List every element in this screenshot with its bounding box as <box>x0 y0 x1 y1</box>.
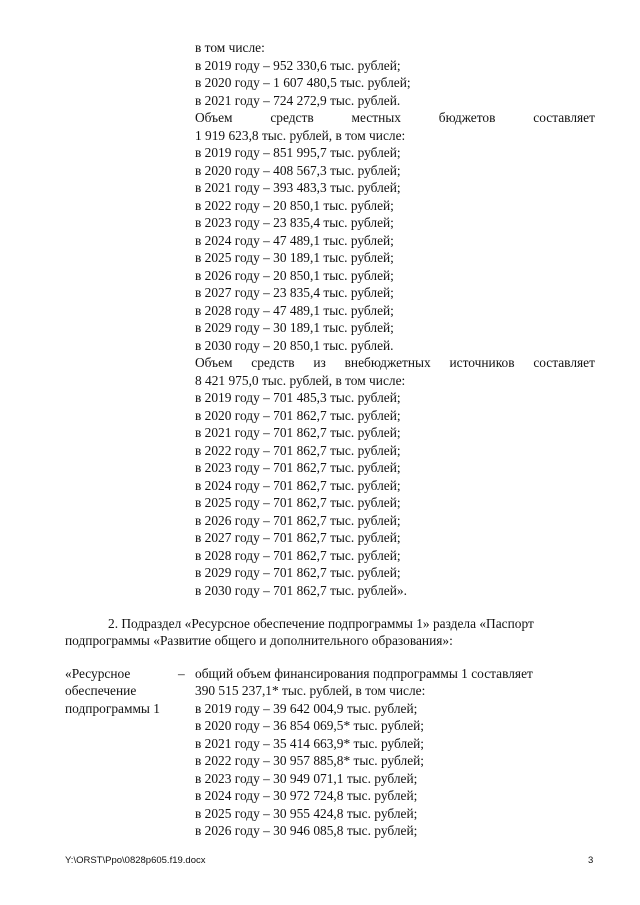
text-line: в 2024 году – 30 972 724,8 тыс. рублей; <box>195 788 418 803</box>
text-line: в 2026 году – 20 850,1 тыс. рублей; <box>195 268 394 283</box>
text-line: в 2029 году – 701 862,7 тыс. рублей; <box>195 565 401 580</box>
resource-heading-text: общий объем финансирования подпрограммы 1 составляет <box>195 666 533 681</box>
word: внебюджетных <box>344 355 431 370</box>
dash-separator: – <box>178 666 185 681</box>
text-line: в 2020 году – 1 607 480,5 тыс. рублей; <box>195 75 411 90</box>
section-2-paragraph: 2. Подраздел «Ресурсное обеспечение подпрограммы 1» раздела «Паспорт <box>108 616 534 631</box>
resource-heading <box>195 665 595 682</box>
text-line: в 2023 году – 701 862,7 тыс. рублей; <box>195 460 401 475</box>
text-line: в 2019 году – 851 995,7 тыс. рублей; <box>195 145 401 160</box>
resource-label: «Ресурсное <box>65 666 131 681</box>
text-line: в 2020 году – 36 854 069,5* тыс. рублей; <box>195 718 425 733</box>
section-2-paragraph-cont: подпрограммы «Развитие общего и дополнительного образования»: <box>65 633 453 648</box>
text-line: в 2029 году – 30 189,1 тыс. рублей; <box>195 320 394 335</box>
text-line: в 2024 году – 47 489,1 тыс. рублей; <box>195 233 394 248</box>
text-line: в 2019 году – 701 485,3 тыс. рублей; <box>195 390 401 405</box>
text-line: в 2022 году – 30 957 885,8* тыс. рублей; <box>195 753 425 768</box>
text-line: в том числе: <box>195 40 265 55</box>
local-budget-heading <box>195 109 595 126</box>
text-line: в 2030 году – 20 850,1 тыс. рублей. <box>195 338 394 353</box>
text-line: в 2021 году – 35 414 663,9* тыс. рублей; <box>195 736 425 751</box>
text-line: в 2021 году – 701 862,7 тыс. рублей; <box>195 425 401 440</box>
text-line: в 2025 году – 30 955 424,8 тыс. рублей; <box>195 806 418 821</box>
text-line: в 2024 году – 701 862,7 тыс. рублей; <box>195 478 401 493</box>
word: местных <box>351 110 401 125</box>
extra-budget-heading <box>195 354 595 371</box>
word: средств <box>270 110 314 125</box>
word: бюджетов <box>438 110 496 125</box>
text-line: в 2020 году – 701 862,7 тыс. рублей; <box>195 408 401 423</box>
text-line: в 2025 году – 701 862,7 тыс. рублей; <box>195 495 401 510</box>
text-line: в 2030 году – 701 862,7 тыс. рублей». <box>195 583 407 598</box>
footer-file-path: Y:\ORST\Ppo\0828p605.f19.docx <box>65 855 206 866</box>
extra-budget-total: 8 421 975,0 тыс. рублей, в том числе: <box>195 373 406 388</box>
text-line: в 2026 году – 701 862,7 тыс. рублей; <box>195 513 401 528</box>
text-line: в 2022 году – 20 850,1 тыс. рублей; <box>195 198 394 213</box>
word: Объем <box>195 110 233 125</box>
text-line: в 2019 году – 39 642 004,9 тыс. рублей; <box>195 701 418 716</box>
word: составляет <box>533 110 595 125</box>
text-line: в 2023 году – 30 949 071,1 тыс. рублей; <box>195 771 418 786</box>
word: составляет <box>533 355 595 370</box>
text-line: в 2021 году – 724 272,9 тыс. рублей. <box>195 93 401 108</box>
text-line: в 2022 году – 701 862,7 тыс. рублей; <box>195 443 401 458</box>
resource-label: обеспечение <box>65 683 137 698</box>
word: средств <box>251 355 295 370</box>
word: Объем <box>195 355 233 370</box>
page-number: 3 <box>588 855 594 866</box>
text-line: в 2028 году – 701 862,7 тыс. рублей; <box>195 548 401 563</box>
text-line: в 2025 году – 30 189,1 тыс. рублей; <box>195 250 394 265</box>
text-line: в 2028 году – 47 489,1 тыс. рублей; <box>195 303 394 318</box>
text-line: в 2021 году – 393 483,3 тыс. рублей; <box>195 180 401 195</box>
resource-total: 390 515 237,1* тыс. рублей, в том числе: <box>195 683 426 698</box>
resource-label: подпрограммы 1 <box>65 701 160 716</box>
word: источников <box>449 355 515 370</box>
text-line: в 2020 году – 408 567,3 тыс. рублей; <box>195 163 401 178</box>
local-budget-total: 1 919 623,8 тыс. рублей, в том числе: <box>195 128 406 143</box>
text-line: в 2027 году – 23 835,4 тыс. рублей; <box>195 285 394 300</box>
text-line: в 2019 году – 952 330,6 тыс. рублей; <box>195 58 401 73</box>
text-line: в 2023 году – 23 835,4 тыс. рублей; <box>195 215 394 230</box>
text-line: в 2027 году – 701 862,7 тыс. рублей; <box>195 530 401 545</box>
word: из <box>313 355 326 370</box>
text-line: в 2026 году – 30 946 085,8 тыс. рублей; <box>195 823 418 838</box>
